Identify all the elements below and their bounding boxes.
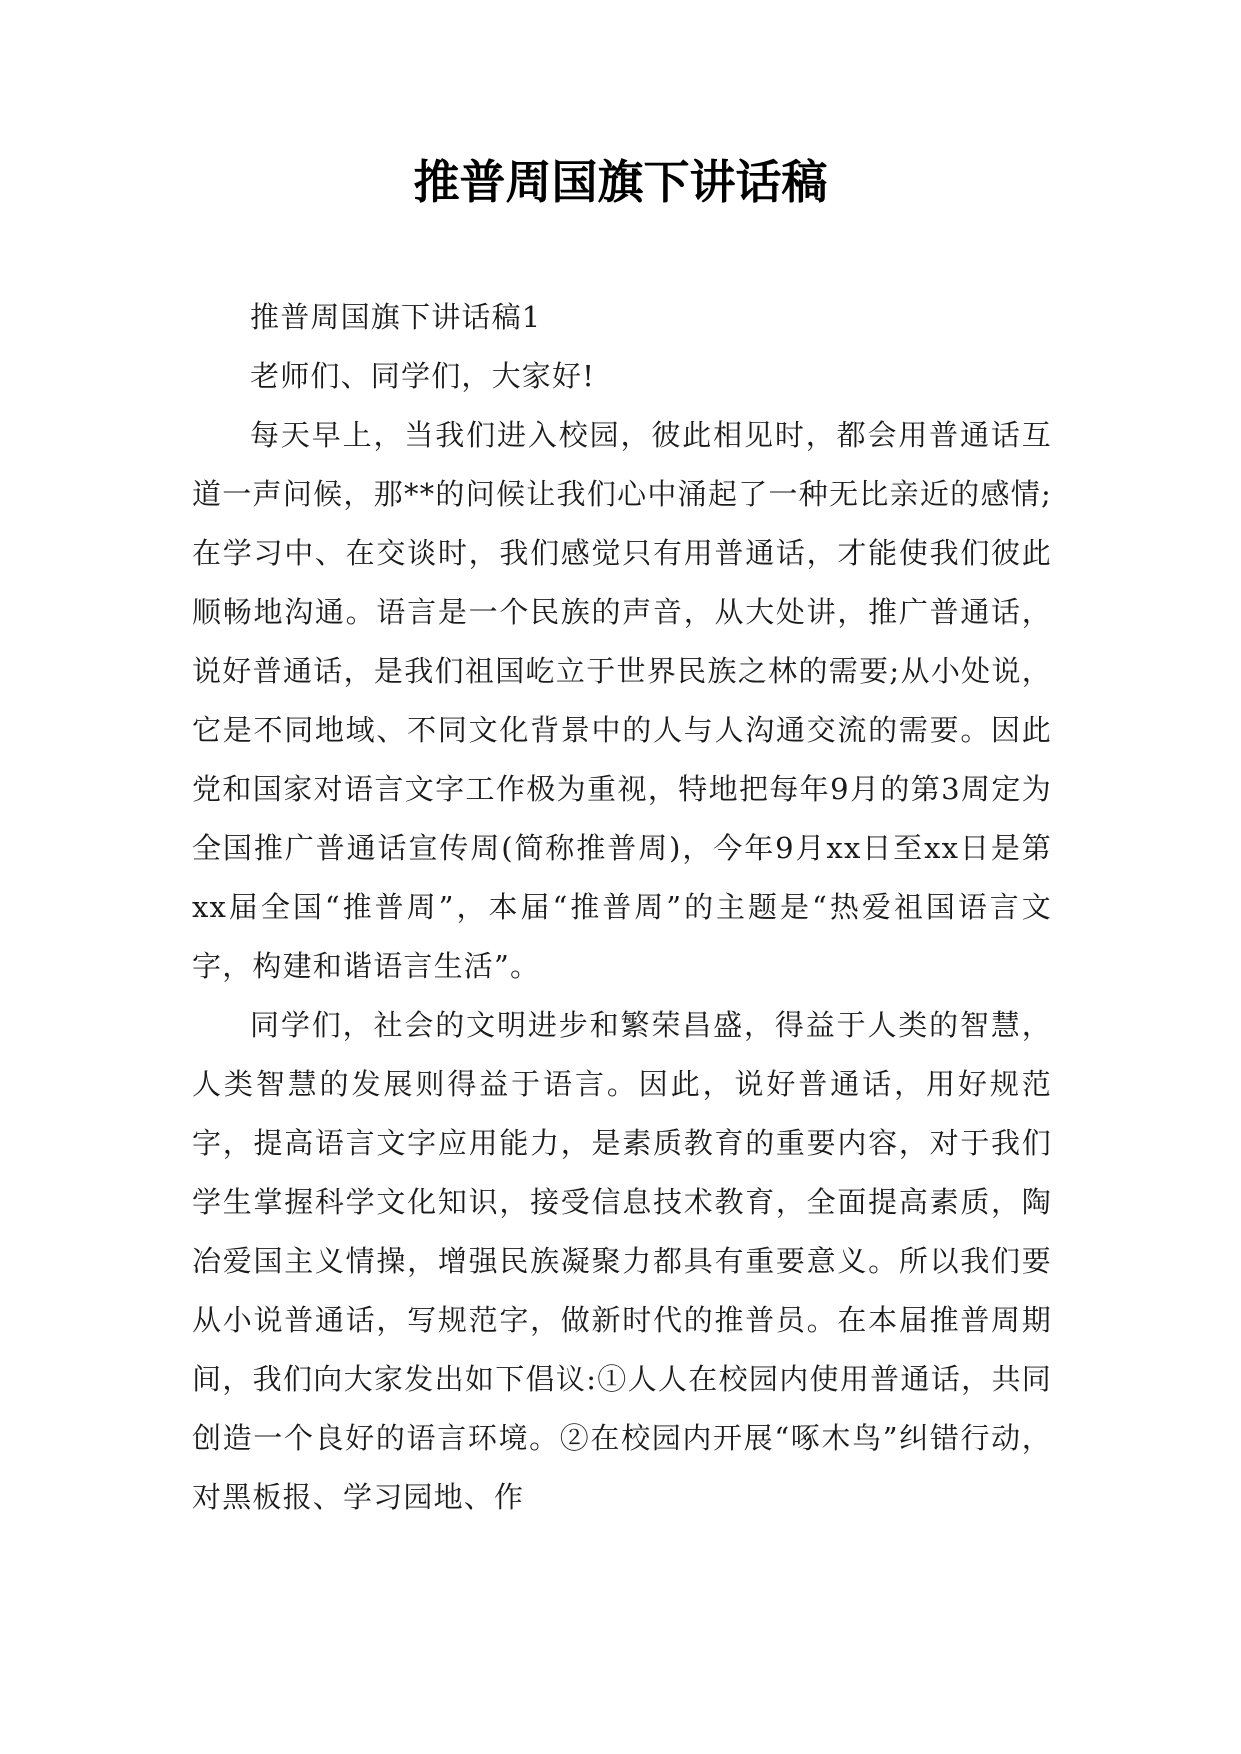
paragraph-body-1: 每天早上，当我们进入校园，彼此相见时，都会用普通话互道一声问候，那**的问候让我们心中涌起了一种无比亲近的感情;在学习中、在交谈时，我们感觉只有用普通话，才能使我们彼此顺畅地沟通。语言是一个民族的声音，从大处讲，推广普通话，说好普通话，是我们祖国屹立于世界民族之林的需要;从小处说，它是不同地域、不同文化背景中的人与人沟通交流的需要。因此党和国家对语言文字工作极为重视，特地把每年9月的第3周定为全国推广普通话宣传周(简称推普周)，今年9月xx日至xx日是第xx届全国“推普周”，本届“推普周”的主题是“热爱祖国语言文字，构建和谐语言生活”。 — [192, 418, 1052, 983]
document-body — [192, 288, 1052, 1527]
document-title: 推普周国旗下讲话稿 — [413, 155, 828, 209]
paragraph-heading: 推普周国旗下讲话稿1 — [250, 300, 542, 334]
paragraph-greeting: 老师们、同学们，大家好! — [250, 359, 596, 393]
paragraph-body-2: 同学们，社会的文明进步和繁荣昌盛，得益于人类的智慧，人类智慧的发展则得益于语言。因此，说好普通话，用好规范字，提高语言文字应用能力，是素质教育的重要内容，对于我们学生掌握科学文化知识，接受信息技术教育，全面提高素质，陶冶爱国主义情操，增强民族凝聚力都具有重要意义。所以我们要从小说普通话，写规范字，做新时代的推普员。在本届推普周期间，我们向大家发出如下倡议:①人人在校园内使用普通话，共同创造一个良好的语言环境。②在校园内开展“啄木鸟”纠错行动，对黑板报、学习园地、作 — [192, 1008, 1052, 1514]
